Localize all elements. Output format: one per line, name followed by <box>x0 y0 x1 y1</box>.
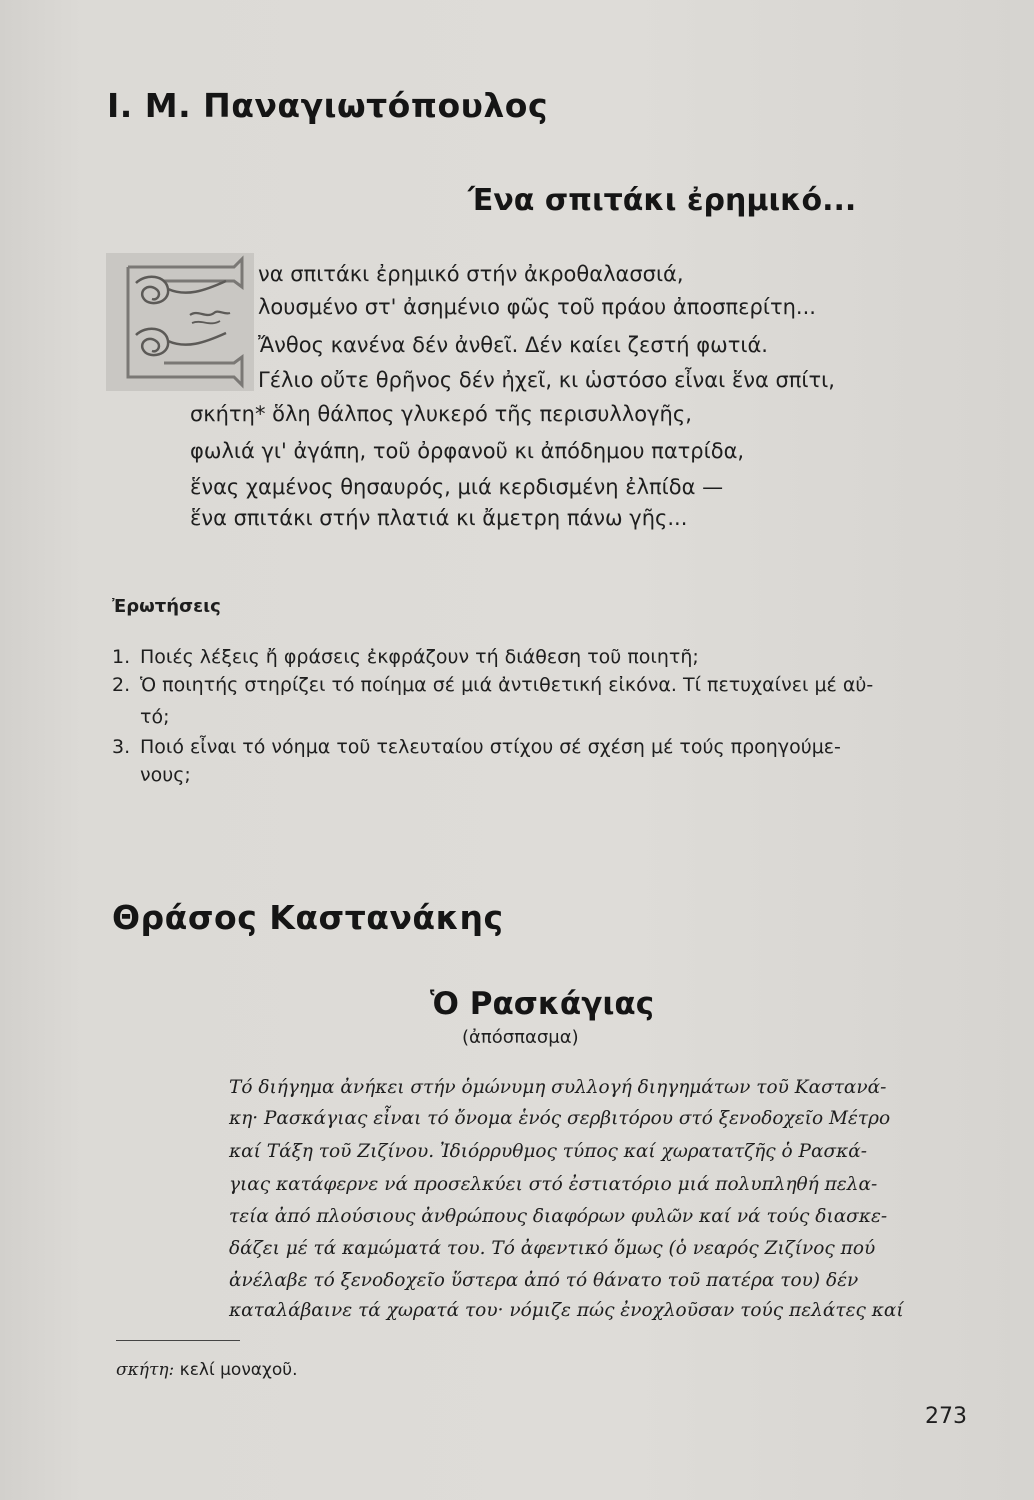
story-title: Ὁ Ρασκάγιας <box>430 986 655 1022</box>
poem-line: Ἄνθος κανένα δέν ἀνθεῖ. Δέν καίει ζεστή φωτιά. <box>258 333 768 357</box>
intro-line: τεία ἀπό πλούσιους ἀνθρώπους διαφόρων φυλῶν καί νά τούς διασκε- <box>229 1206 888 1227</box>
poem-title: Ένα σπιτάκι ἐρημικό... <box>468 183 857 218</box>
footnote-definition: κελί μοναχοῦ. <box>179 1360 298 1380</box>
footnote-divider <box>116 1340 240 1341</box>
footnote-term: σκήτη: <box>116 1360 175 1380</box>
intro-line: Τό διήγημα ἀνήκει στήν ὁμώνυμη συλλογή διηγημάτων τοῦ Καστανά- <box>229 1077 887 1098</box>
poem-line: ἕνα σπιτάκι στήν πλατιά κι ἄμετρη πάνω γῆς... <box>190 506 688 530</box>
question-text: Ὁ ποιητής στηρίζει τό ποίημα σέ μιά ἀντιθετική εἰκόνα. Τί πετυχαίνει μέ αὐ- <box>140 674 874 696</box>
intro-line: καταλάβαινε τά χωρατά του· νόμιζε πώς ἐνοχλοῦσαν τούς πελάτες καί <box>229 1300 904 1321</box>
intro-line: ἀνέλαβε τό ξενοδοχεῖο ὕστερα ἀπό τό θάνατο τοῦ πατέρα του) δέν <box>229 1270 859 1291</box>
footnote <box>116 1360 297 1380</box>
intro-line: δάζει μέ τά καμώματά του. Τό ἀφεντικό ὅμως (ὁ νεαρός Ζιζίνος πού <box>229 1238 876 1259</box>
question-text: Ποιό εἶναι τό νόημα τοῦ τελευταίου στίχου σέ σχέση μέ τούς προηγούμε- <box>140 736 841 758</box>
question-text: νους; <box>140 764 191 786</box>
questions-heading: Ἐρωτήσεις <box>112 596 221 617</box>
poem-line: λουσμένο στ' ἀσημένιο φῶς τοῦ πράου ἀποσπερίτη... <box>258 295 816 319</box>
question-number: 3. <box>112 736 131 758</box>
page-number: 273 <box>925 1404 967 1429</box>
drop-cap-ornament <box>106 253 254 391</box>
poem-line: φωλιά γι' ἀγάπη, τοῦ ὀρφανοῦ κι ἀπόδημου πατρίδα, <box>190 439 745 463</box>
intro-line: κη· Ρασκάγιας εἶναι τό ὄνομα ἑνός σερβιτόρου στό ξενοδοχεῖο Μέτρο <box>229 1108 891 1129</box>
intro-line: γιας κατάφερνε νά προσελκύει στό ἐστιατόριο μιά πολυπληθή πελα- <box>229 1174 878 1195</box>
question-text: Ποιές λέξεις ἤ φράσεις ἐκφράζουν τή διάθεση τοῦ ποιητῆ; <box>140 646 699 668</box>
question-text: τό; <box>140 706 170 728</box>
poem-line: ἕνας χαμένος θησαυρός, μιά κερδισμένη ἐλπίδα — <box>190 475 724 499</box>
story-subtitle: (ἀπόσπασμα) <box>462 1027 579 1048</box>
author-name: Θράσος Καστανάκης <box>112 898 504 937</box>
question-number: 1. <box>112 646 131 668</box>
intro-line: καί Τάξη τοῦ Ζιζίνου. Ἰδιόρρυθμος τύπος καί χωρατατζῆς ὁ Ρασκά- <box>229 1141 867 1162</box>
question-number: 2. <box>112 674 131 696</box>
poem-line: σκήτη* ὅλη θάλπος γλυκερό τῆς περισυλλογῆς, <box>190 402 692 426</box>
poem-line: να σπιτάκι ἐρημικό στήν ἀκροθαλασσιά, <box>258 262 684 286</box>
author-name: Ι. Μ. Παναγιωτόπουλος <box>107 86 549 125</box>
poem-line: Γέλιο οὔτε θρῆνος δέν ἠχεῖ, κι ὡστόσο εἶναι ἕνα σπίτι, <box>258 368 835 392</box>
